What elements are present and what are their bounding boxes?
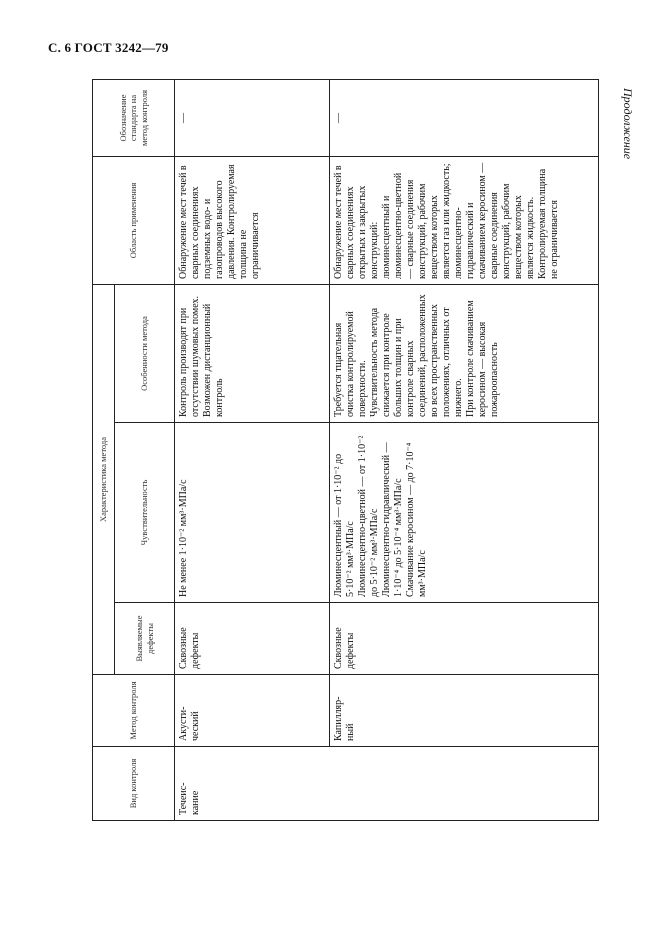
header-defects: Выявляемые дефекты [115,603,175,675]
methods-table [92,79,599,821]
header-row-1 [93,79,115,820]
header-features: Особенности метода [115,284,175,422]
rotated-table-container [92,80,599,821]
header-method: Метод контроля [93,675,175,747]
cell-features: Требуется тщательная очистка контролируемой поверхности. Чувствительность метода снижается при контроле больших толщин и при контроле сварных соединений, расположенных во всех пространственных положениях, отличных от нижнего. При контроле смачиванием керосином — высокая пожароопасность [330,284,599,422]
cell-standard: — [175,79,330,156]
header-sensitivity: Чувствительность [115,423,175,603]
table-row [175,79,330,820]
cell-features: Контроль производят при отсутствии шумовых помех. Возможен дистанционный контроль [175,284,330,422]
table-area [92,80,599,821]
page-header: С. 6 ГОСТ 3242—79 [48,40,169,55]
cell-type: Течеис- кание [175,747,599,821]
cell-application: Обнаружение мест течей в сварных соединениях подземных водо- и газопроводов высокого давления. Контролируемая толщина не ограничивается [175,156,330,284]
cell-method: Капилляр- ный [330,675,599,747]
header-type: Вид контроля [93,747,175,821]
continuation-label: Продолжение [621,88,635,160]
cell-application: Обнаружение мест течей в сварных соединениях открытых и закрытых конструкций: люминесцентный и люминесцентно-цветной — сварные соединения конструкций, рабочим веществом которых является газ или жидкость; люминесцентно-гидравлический и смачиванием керосином — сварные соединения конструкций, рабочим веществом которых является жидкость. Контролируемая толщина не ограничивается [330,156,599,284]
table-row [330,79,599,820]
cell-sensitivity: Не менее 1·10⁻² мм³·МПа/с [175,423,330,603]
cell-standard: — [330,79,599,156]
header-standard: Обозначение стандарта на метод контроля [93,79,175,156]
header-characteristics: Характеристика метода [93,284,115,674]
cell-defects: Сквозные дефекты [175,603,330,675]
header-application: Область применения [93,156,175,284]
cell-method: Акусти- ческий [175,675,330,747]
cell-sensitivity: Люминесцентный — от 1·10⁻² до 5·10⁻² мм³·МПа/с Люминесцентно-цветной — от 1·10⁻² до 5·10⁻² мм³·МПа/с Люминесцентно-гидравлический — 1·10⁻⁴ до 5·10⁻⁴ мм³·МПа/с Смачивание керосином — до 7·10⁻⁴ мм³·МПа/с [330,423,599,603]
cell-defects: Сквозные дефекты [330,603,599,675]
